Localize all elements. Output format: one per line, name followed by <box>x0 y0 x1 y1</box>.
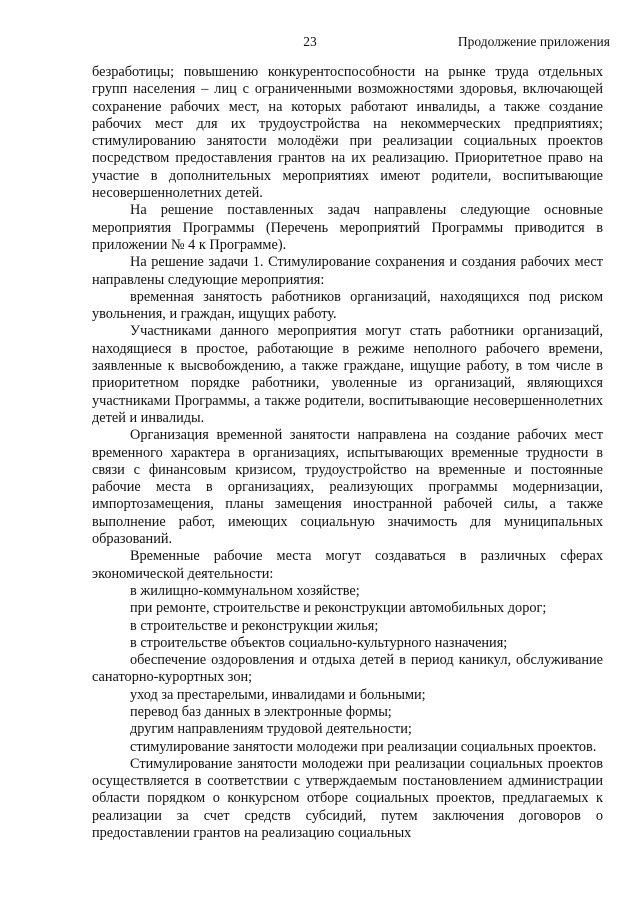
list-item: при ремонте, строительстве и реконструкции автомобильных дорог; <box>130 600 547 617</box>
document-body <box>92 64 603 842</box>
paragraph: временная занятость работников организаций, находящихся под риском увольнения, и граждан, ищущих работу. <box>92 288 603 323</box>
list-item: обеспечение оздоровления и отдыха детей в период каникул, обслуживание санаторно-курортных зон; <box>92 652 603 686</box>
paragraph: На решение задачи 1. Стимулирование сохранения и создания рабочих мест направлены следующие мероприятия: <box>92 254 603 288</box>
paragraph: Участниками данного мероприятия могут стать работники организаций, находящиеся в простое, работающие в режиме неполного рабочего времени, заявленные к высвобождению, а также граждане, ищущие работу, в том числе в приоритетном порядке работники, уволенные из организаций, являющихся участниками Программы, а также родители, воспитывающие несовершеннолетних детей и инвалиды. <box>92 323 603 426</box>
list-item: другим направлениям трудовой деятельности; <box>130 721 412 738</box>
list-item: в строительстве объектов социально-культурного назначения; <box>130 634 508 651</box>
list-item: перевод баз данных в электронные формы; <box>130 703 392 720</box>
list-item: в жилищно-коммунальном хозяйстве; <box>130 582 360 599</box>
paragraph: Временные рабочие места могут создаваться в различных сферах экономической деятельности: <box>92 548 603 582</box>
list-item: в строительстве и реконструкции жилья; <box>130 617 379 634</box>
page-number: 23 <box>303 34 317 49</box>
paragraph: На решение поставленных задач направлены следующие основные мероприятия Программы (Перечень мероприятий Программы приводится в приложении № 4 к Программе). <box>92 202 603 253</box>
continuation-label: Продолжение приложения <box>457 34 610 49</box>
list-item: стимулирование занятости молодежи при реализации социальных проектов. <box>130 738 597 755</box>
paragraph: Стимулирование занятости молодежи при реализации социальных проектов осуществляется в соответствии с утверждаемым постановлением администрации области порядком о конкурсном отборе социальных проектов, предлагаемых к реализации за счет средств субсидий, путем заключения договоров о предоставлении грантов на реализацию социальных <box>92 755 603 842</box>
paragraph: безработицы; повышению конкурентоспособности на рынке труда отдельных групп населения – лиц с ограниченными возможностями здоровья, включающей сохранение рабочих мест, на которых работают инвалиды, а также создание рабочих мест для их трудоустройства на некоммерческих предприятиях; стимулированию занятости молодёжи при реализации социальных проектов посредством предоставления грантов на их реализацию. Приоритетное право на участие в дополнительных мероприятиях имеют родители, воспитывающие несовершеннолетних детей. <box>92 64 603 202</box>
list-item: уход за престарелыми, инвалидами и больными; <box>130 686 426 703</box>
paragraph: Организация временной занятости направлена на создание рабочих мест временного характера в организациях, испытывающих временные трудности в связи с финансовым кризисом, трудоустройство на временные и постоянные рабочие места в организациях, реализующих программы модернизации, импортозамещения, планы замещения иностранной рабочей силы, а также выполнение работ, имеющих социальную значимость для муниципальных образований. <box>92 427 603 548</box>
